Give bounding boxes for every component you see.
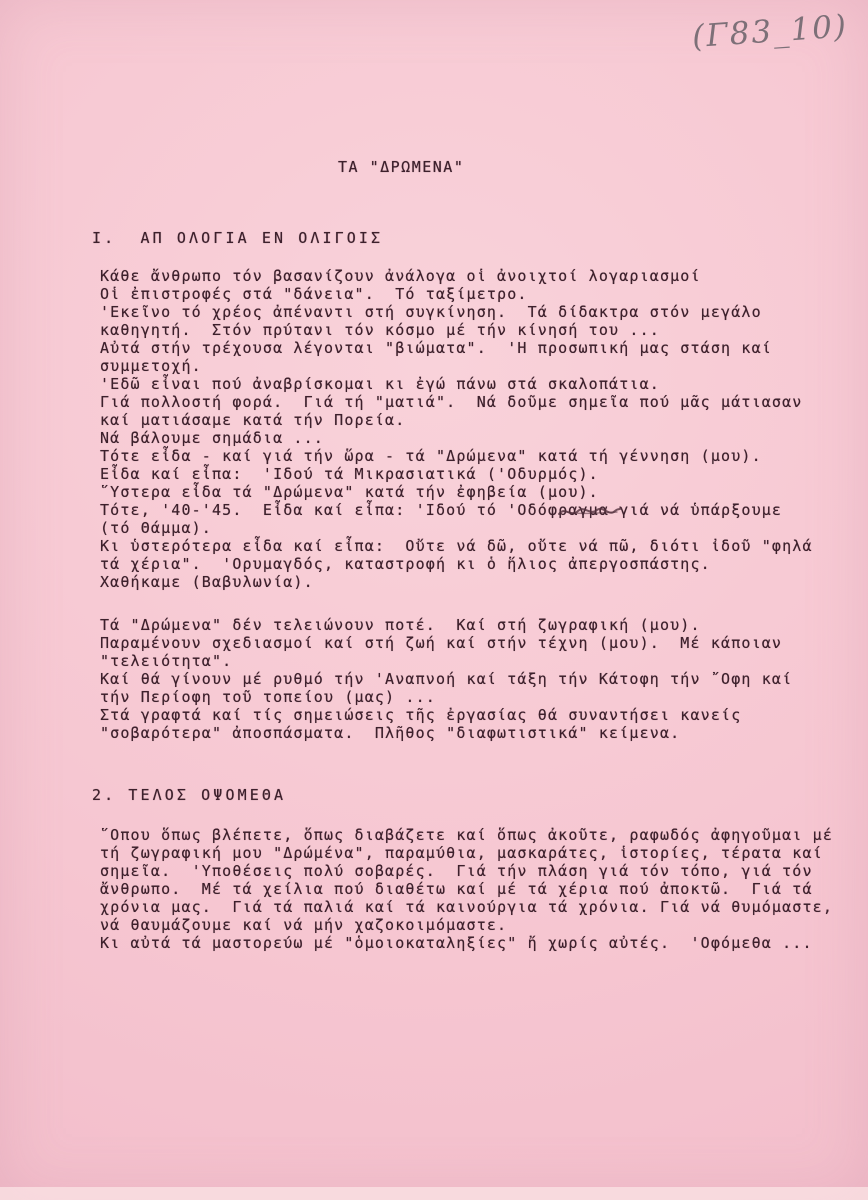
text-line: Παραμένουν σχεδιασμοί καί στή ζωή καί στήν τέχνη (μου). Μέ κάποιαν [100,634,783,652]
paragraph-list [0,826,868,952]
text-line: Κάθε ἄνθρωπο τόν βασανίζουν ἀνάλογα οἱ ἀνοιχτοί λογαριασμοί [100,267,701,285]
text-line: Νά βάλουμε σημάδια ... [100,429,324,447]
text-line: "σοβαρότερα" ἀποσπάσματα. Πλῆθος "διαφωτιστικά" κείμενα. [100,724,681,742]
text-line: τή ζωγραφική μου "Δρώμένα", παραμύθια, μασκαράτες, ἱστορίες, τέρατα καί [100,844,823,862]
text-line: Καί θά γίνουν μέ ρυθμό τήν 'Αναπνοή καί τάξη τήν Κάτοφη τήν ῎Οφη καί [100,670,793,688]
text-line: τήν Περίοφη τοῦ τοπείου (μας) ... [100,688,436,706]
text-line: νά θαυμάζουμε καί νά μήν χαζοκοιμόμαστε. [100,916,508,934]
section [0,786,868,952]
text-line: Κι ὑστερότερα εἶδα καί εἶπα: Οὔτε νά δῶ, οὔτε νά πῶ, διότι ἰδοῦ "φηλά [100,537,813,555]
text-line: ῞Οπου ὅπως βλέπετε, ὅπως διαβάζετε καί ὅπως ἀκοῦτε, ραφωδός ἀφηγοῦμαι μέ [100,826,834,844]
text-line: καθηγητή. Στόν πρύτανι τόν κόσμο μέ τήν κίνησή του ... [100,321,660,339]
text-line: Τότε, '40-'45. Εἶδα καί εἶπα: 'Ιδού τό 'Οδόφραγμα γιά νά ὑπάρξουμε [100,501,783,519]
paragraph-list [0,267,868,742]
section-list [0,229,868,952]
paragraph [100,826,868,952]
section [0,229,868,742]
handwritten-annotation: (Γ83_10) [690,8,850,56]
text-line: Γιά πολλοστή φορά. Γιά τή "ματιά". Νά δοῦμε σημεῖα πού μᾶς μάτιασαν [100,393,803,411]
paragraph [100,616,868,742]
text-line: Τότε εἶδα - καί γιά τήν ὥρα - τά "Δρώμενα" κατά τή γέννηση (μου). [100,447,762,465]
text-line: Εἶδα καί εἶπα: 'Ιδού τά Μικρασιατικά ('Οδυρμός). [100,465,599,483]
page-title: ΤΑ "ΔΡΩΜΕΝΑ" [338,158,465,176]
text-line: Αὐτά στήν τρέχουσα λέγονται "βιώματα". 'Η προσωπική μας στάση καί [100,339,772,357]
text-line: Χαθήκαμε (Βαβυλωνία). [100,573,314,591]
text-line: ῞Υστερα εἶδα τά "Δρώμενα" κατά τήν ἐφηβεία (μου). [100,483,599,501]
text-line: Οἱ ἐπιστροφές στά "δάνεια". Τό ταξίμετρο. [100,285,528,303]
text-line: Κι αὐτά τά μαστορεύω μέ "ὁμοιοκαταληξίες" ἤ χωρίς αὐτές. 'Οφόμεθα ... [100,934,813,952]
text-line: 'Εδῶ εἶναι πού ἀναβρίσκομαι κι ἐγώ πάνω στά σκαλοπάτια. [100,375,660,393]
text-line: σημεῖα. 'Υποθέσεις πολύ σοβαρές. Γιά τήν πλάση γιά τόν τόπο, γιά τόν [100,862,813,880]
text-line: 'Εκεῖνο τό χρέος ἀπέναντι στή συγκίνηση. Τά δίδακτρα στόν μεγάλο [100,303,762,321]
text-line: χρόνια μας. Γιά τά παλιά καί τά καινούργια τά χρόνια. Γιά νά θυμόμαστε, [100,898,834,916]
section-heading: 2. ΤΕΛΟΣ ΟΨΟΜΕΘΑ [92,786,287,804]
text-line: τά χέρια". 'Ορυμαγδός, καταστροφή κι ὁ ἥλιος ἀπεργοσπάστης. [100,555,711,573]
text-line: "τελειότητα". [100,652,233,670]
text-line: ἄνθρωπο. Μέ τά χείλια πού διαθέτω καί μέ τά χέρια πού ἀποκτῶ. Γιά τά [100,880,813,898]
paragraph [100,267,868,591]
text-line: Στά γραφτά καί τίς σημειώσεις τῆς ἐργασίας θά συναντήσει κανείς [100,706,742,724]
text-line: καί ματιάσαμε κατά τήν Πορεία. [100,411,406,429]
text-line: συμμετοχή. [100,357,202,375]
text-line: Τά "Δρώμενα" δέν τελειώνουν ποτέ. Καί στή ζωγραφική (μου). [100,616,701,634]
text-line: (τό Θάμμα). [100,519,212,537]
section-heading: Ι. ΑΠ ΟΛΟΓΙΑ ΕΝ ΟΛΙΓΟΙΣ [92,229,384,247]
